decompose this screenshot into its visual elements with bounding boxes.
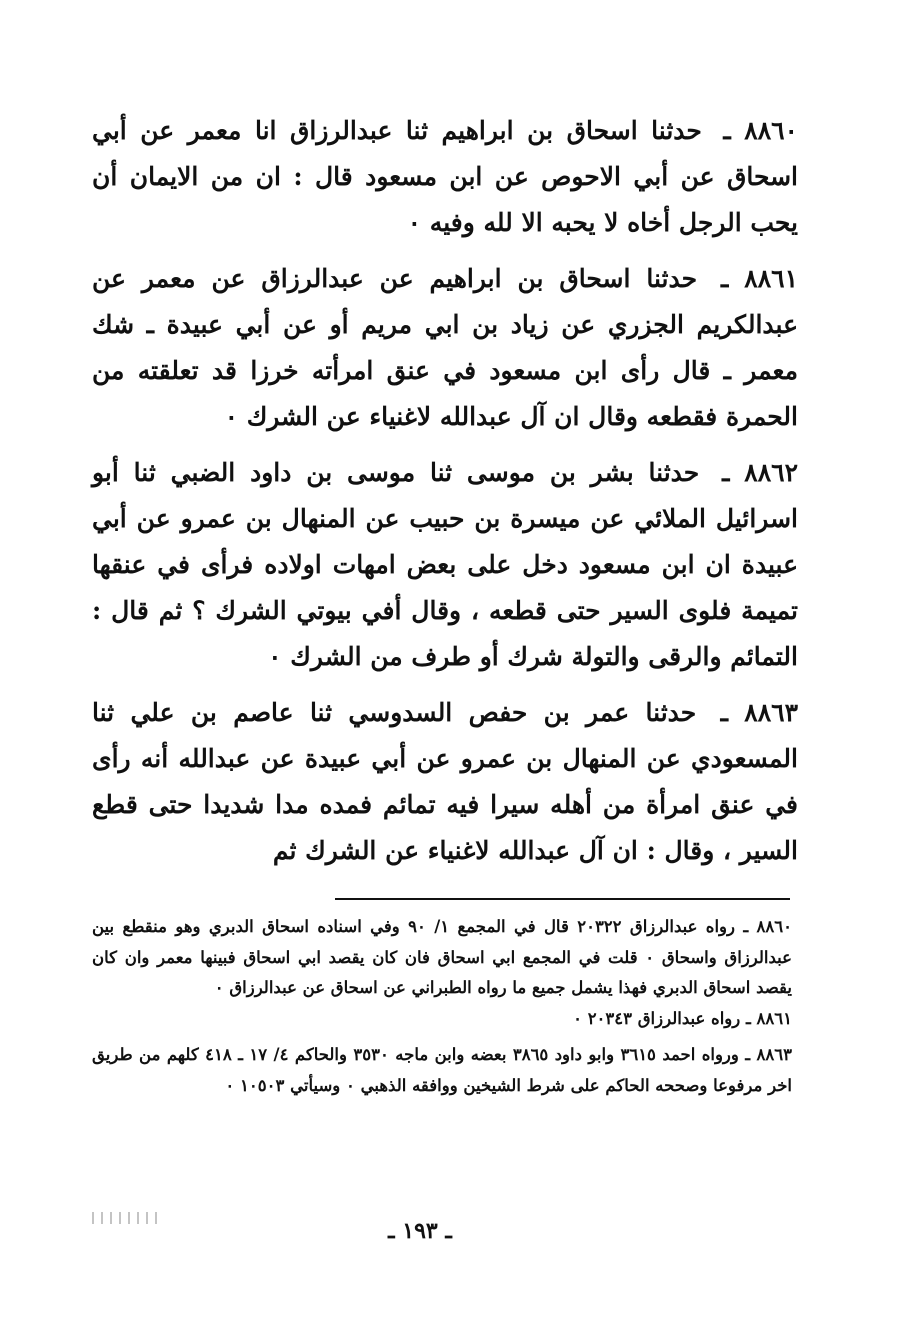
hadith-8862	[92, 450, 798, 680]
hadith-8863	[92, 690, 798, 874]
scan-smudge	[92, 1212, 162, 1224]
hadith-text: حدثنا اسحاق بن ابراهيم ثنا عبدالرزاق انا معمر عن أبي اسحاق عن أبي الاحوص عن ابن مسعود قال : ان من الايمان أن يحب الرجل أخاه لا يحبه الا لله وفيه ٠	[92, 116, 798, 237]
footnote-8861: ٨٨٦١ ـ رواه عبدالرزاق ٢٠٣٤٣ ٠	[573, 1008, 792, 1028]
hadith-8860	[92, 108, 798, 246]
hadith-number: ٨٨٦١ ـ	[721, 264, 798, 293]
hadith-number: ٨٨٦٠ ـ	[723, 116, 798, 145]
footnotes	[92, 912, 792, 1101]
hadith-text: حدثنا عمر بن حفص السدوسي ثنا عاصم بن علي ثنا المسعودي عن المنهال بن عمرو عن أبي عبيدة عن عبدالله أنه رأى في عنق امرأة من أهله سيرا فيه تمائم فمده مدا شديدا حتى قطع السير ، وقال : ان آل عبدالله لاغنياء عن الشرك ثم	[92, 698, 798, 865]
hadith-text: حدثنا اسحاق بن ابراهيم عن عبدالرزاق عن معمر عن عبدالكريم الجزري عن زياد بن ابي مريم أو عن أبي عبيدة ـ شك معمر ـ قال رأى ابن مسعود في عنق امرأته خرزا قد تعلقته من الحمرة فقطعه وقال ان آل عبدالله لاغنياء عن الشرك ٠	[92, 264, 798, 431]
hadith-text: حدثنا بشر بن موسى ثنا موسى بن داود الضبي ثنا أبو اسرائيل الملائي عن ميسرة بن حبيب عن المنهال بن عمرو عن أبي عبيدة ان ابن مسعود دخل على بعض امهات اولاده فرأى في عنقها تميمة فلوى السير حتى قطعه ، وقال أفي بيوتي الشرك ؟ ثم قال : التمائم والرقى والتولة شرك أو طرف من الشرك ٠	[92, 458, 798, 671]
hadith-number: ٨٨٦٢ ـ	[722, 458, 798, 487]
main-text	[92, 108, 798, 884]
footnote-divider	[335, 898, 790, 900]
hadith-number: ٨٨٦٣ ـ	[720, 698, 798, 727]
hadith-8861	[92, 256, 798, 440]
page-number: ـ ١٩٣ ـ	[388, 1218, 452, 1244]
footnote-8863: ٨٨٦٣ ـ ورواه احمد ٣٦١٥ وابو داود ٣٨٦٥ بعضه وابن ماجه ٣٥٣٠ والحاكم ٤/ ١٧ ـ ٤١٨ كلهم من طريق اخر مرفوعا وصححه الحاكم على شرط الشيخين ووافقه الذهبي ٠ وسيأتي ١٠٥٠٣ ٠	[92, 1045, 792, 1095]
footnote-8860: ٨٨٦٠ ـ رواه عبدالرزاق ٢٠٣٢٢ قال في المجمع ١/ ٩٠ وفي اسناده اسحاق الدبري وهو منقطع بين عبدالرزاق واسحاق ٠ قلت في المجمع ابي اسحاق فان كان يقصد ابي اسحاق فبينها معمر وان كان يقصد اسحاق الدبري فهذا يشمل جميع ما رواه الطبراني عن اسحاق عن عبدالرزاق ٠	[92, 917, 792, 997]
